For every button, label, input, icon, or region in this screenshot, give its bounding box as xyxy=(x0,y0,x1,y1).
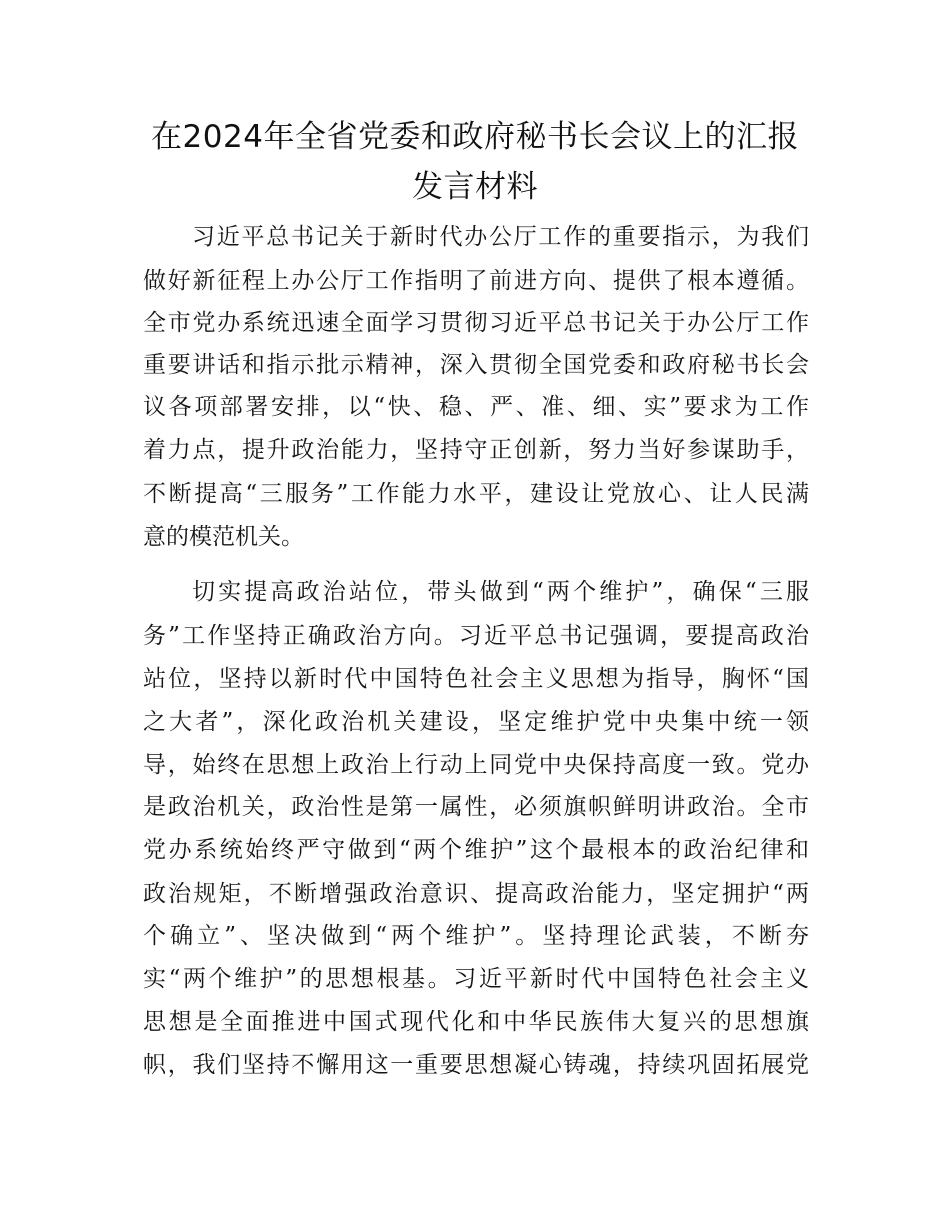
paragraph-line: 议各项部署安排，以“快、稳、严、准、细、实”要求为工作 xyxy=(143,394,809,420)
paragraph-line: 政治规矩，不断增强政治意识、提高政治能力，坚定拥护“两 xyxy=(143,881,809,907)
title-line-2: 发言材料 xyxy=(412,169,538,205)
paragraph-line: 切实提高政治站位，带头做到“两个维护”，确保“三服 xyxy=(192,579,809,605)
paragraph-line: 站位，坚持以新时代中国特色社会主义思想为指导，胸怀“国 xyxy=(143,666,809,692)
paragraph-line: 不断提高“三服务”工作能力水平，建设让党放心、让人民满 xyxy=(143,481,809,507)
title-line-1: 在2024年全省党委和政府秘书长会议上的汇报 xyxy=(151,119,799,155)
paragraph-line: 做好新征程上办公厅工作指明了前进方向、提供了根本遵循。 xyxy=(143,268,809,294)
paragraph-line: 意的模范机关。 xyxy=(143,524,304,550)
paragraph-line: 重要讲话和指示批示精神，深入贯彻全国党委和政府秘书长会 xyxy=(143,352,809,378)
paragraph-line: 帜，我们坚持不懈用这一重要思想凝心铸魂，持续巩固拓展党 xyxy=(143,1052,809,1078)
paragraph-line: 习近平总书记关于新时代办公厅工作的重要指示，为我们 xyxy=(192,224,809,250)
paragraph-line: 党办系统始终严守做到“两个维护”这个最根本的政治纪律和 xyxy=(143,837,809,863)
paragraph-line: 着力点，提升政治能力，坚持守正创新，努力当好参谋助手， xyxy=(143,437,809,463)
paragraph-line: 之大者”，深化政治机关建设，坚定维护党中央集中统一领 xyxy=(143,709,809,735)
paragraph-line: 思想是全面推进中国式现代化和中华民族伟大复兴的思想旗 xyxy=(143,1009,809,1035)
paragraph-line: 全市党办系统迅速全面学习贯彻习近平总书记关于办公厅工作 xyxy=(143,310,809,336)
paragraph-line: 是政治机关，政治性是第一属性，必须旗帜鲜明讲政治。全市 xyxy=(143,794,809,820)
paragraph-line: 实“两个维护”的思想根基。习近平新时代中国特色社会主义 xyxy=(143,966,809,992)
paragraph-line: 导，始终在思想上政治上行动上同党中央保持高度一致。党办 xyxy=(143,752,809,778)
paragraph-line: 个确立”、坚决做到“两个维护”。坚持理论武装，不断夯 xyxy=(143,923,809,949)
paragraph-line: 务”工作坚持正确政治方向。习近平总书记强调，要提高政治 xyxy=(143,623,809,649)
document-title xyxy=(120,112,830,212)
